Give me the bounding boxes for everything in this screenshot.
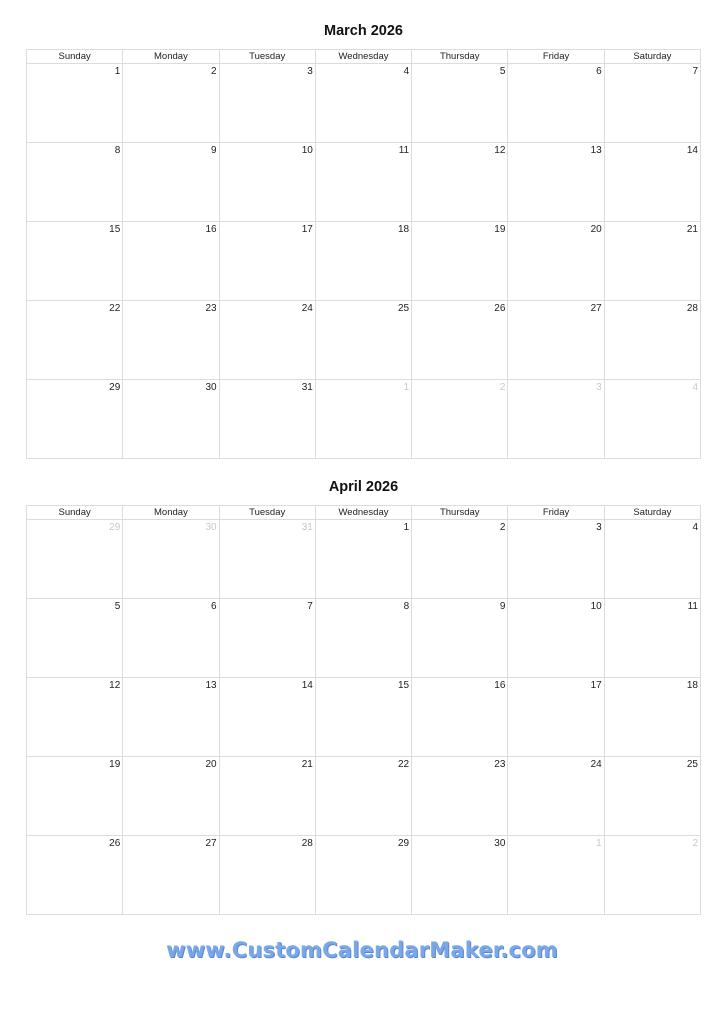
day-cell — [412, 836, 508, 915]
day-cell — [219, 836, 315, 915]
weekday-header: Wednesday — [315, 506, 411, 520]
day-cell — [27, 599, 123, 678]
day-number: 13 — [205, 680, 217, 691]
day-number: 29 — [398, 838, 410, 849]
day-number: 18 — [686, 680, 698, 691]
week-row — [27, 301, 701, 380]
day-number: 2 — [499, 522, 506, 533]
day-number: 30 — [494, 838, 506, 849]
day-cell-adjacent-month — [508, 380, 604, 459]
day-number: 12 — [494, 145, 506, 156]
day-number: 25 — [398, 303, 410, 314]
month-title: April 2026 — [328, 479, 399, 495]
day-number: 9 — [499, 601, 506, 612]
day-number: 3 — [596, 522, 602, 533]
day-cell — [219, 599, 315, 678]
day-cell — [508, 757, 604, 836]
day-cell — [508, 301, 604, 380]
day-number: 5 — [114, 601, 121, 612]
week-row — [27, 836, 701, 915]
day-number: 30 — [205, 522, 217, 533]
day-cell — [27, 757, 123, 836]
day-number: 14 — [301, 680, 313, 691]
day-number: 19 — [109, 759, 121, 770]
week-row — [27, 64, 701, 143]
day-cell — [508, 520, 604, 599]
month-april — [26, 477, 701, 915]
day-number: 1 — [114, 66, 121, 77]
weekday-header: Saturday — [604, 506, 700, 520]
day-cell — [412, 678, 508, 757]
day-number: 18 — [398, 224, 410, 235]
weekday-header: Tuesday — [219, 50, 315, 64]
day-number: 10 — [301, 145, 313, 156]
day-number: 2 — [692, 838, 698, 849]
day-number: 24 — [590, 759, 602, 770]
day-number: 1 — [403, 522, 410, 533]
day-cell — [27, 301, 123, 380]
day-cell — [604, 143, 700, 222]
day-number: 6 — [211, 601, 217, 612]
day-number: 15 — [109, 224, 121, 235]
week-row — [27, 520, 701, 599]
day-cell — [219, 143, 315, 222]
day-number: 22 — [109, 303, 121, 314]
day-cell — [123, 599, 219, 678]
day-number: 30 — [205, 382, 217, 393]
day-cell — [412, 520, 508, 599]
day-cell-adjacent-month — [27, 520, 123, 599]
weekday-header: Sunday — [27, 50, 123, 64]
day-cell — [508, 143, 604, 222]
day-cell — [412, 143, 508, 222]
day-cell-adjacent-month — [604, 836, 700, 915]
day-number: 8 — [114, 145, 121, 156]
day-number: 14 — [686, 145, 698, 156]
week-row — [27, 143, 701, 222]
day-cell — [219, 757, 315, 836]
day-number: 26 — [494, 303, 506, 314]
calendar-grid — [26, 505, 701, 915]
day-number: 27 — [590, 303, 602, 314]
day-number: 23 — [494, 759, 506, 770]
day-cell — [412, 757, 508, 836]
day-number: 8 — [403, 601, 410, 612]
weekday-header: Thursday — [412, 50, 508, 64]
day-cell — [412, 64, 508, 143]
day-number: 31 — [301, 382, 313, 393]
day-cell — [27, 678, 123, 757]
day-number: 17 — [590, 680, 602, 691]
day-cell — [604, 64, 700, 143]
day-number: 4 — [692, 382, 698, 393]
day-cell — [219, 678, 315, 757]
week-row — [27, 222, 701, 301]
week-row — [27, 599, 701, 678]
day-number: 1 — [403, 382, 410, 393]
day-number: 2 — [499, 382, 506, 393]
day-number: 28 — [301, 838, 313, 849]
day-cell — [123, 678, 219, 757]
day-number: 1 — [596, 838, 602, 849]
day-cell — [219, 222, 315, 301]
day-cell — [27, 836, 123, 915]
day-number: 29 — [109, 382, 121, 393]
day-cell — [315, 520, 411, 599]
day-cell — [604, 222, 700, 301]
weekday-header: Friday — [508, 506, 604, 520]
weekday-header: Wednesday — [315, 50, 411, 64]
day-cell — [219, 301, 315, 380]
day-cell — [123, 222, 219, 301]
month-march — [26, 21, 701, 459]
day-cell — [315, 143, 411, 222]
day-cell — [315, 222, 411, 301]
day-cell — [604, 757, 700, 836]
calendar-grid — [26, 49, 701, 459]
footer-website-link[interactable]: www.CustomCalendarMaker.com — [166, 938, 558, 962]
day-cell — [604, 678, 700, 757]
weekday-header: Friday — [508, 50, 604, 64]
day-number: 5 — [499, 66, 506, 77]
day-cell — [604, 599, 700, 678]
day-cell — [27, 380, 123, 459]
day-number: 24 — [301, 303, 313, 314]
weekday-header-row — [27, 50, 701, 64]
day-cell — [604, 520, 700, 599]
day-number: 6 — [596, 66, 602, 77]
day-cell — [123, 143, 219, 222]
day-cell — [604, 301, 700, 380]
day-cell — [315, 678, 411, 757]
day-number: 16 — [494, 680, 506, 691]
day-cell-adjacent-month — [315, 380, 411, 459]
day-cell-adjacent-month — [412, 380, 508, 459]
day-number: 26 — [109, 838, 121, 849]
day-cell — [508, 599, 604, 678]
weekday-header: Tuesday — [219, 506, 315, 520]
weekday-header: Sunday — [27, 506, 123, 520]
day-number: 21 — [686, 224, 698, 235]
day-number: 7 — [692, 66, 698, 77]
day-number: 7 — [307, 601, 313, 612]
month-title: March 2026 — [324, 23, 403, 39]
day-cell-adjacent-month — [508, 836, 604, 915]
weekday-header: Thursday — [412, 506, 508, 520]
day-cell — [123, 757, 219, 836]
day-cell — [123, 301, 219, 380]
day-cell — [27, 64, 123, 143]
day-cell — [219, 380, 315, 459]
day-number: 28 — [686, 303, 698, 314]
day-number: 2 — [211, 66, 217, 77]
day-cell — [412, 599, 508, 678]
weekday-header: Saturday — [604, 50, 700, 64]
day-cell-adjacent-month — [123, 520, 219, 599]
day-number: 17 — [301, 224, 313, 235]
day-number: 10 — [590, 601, 602, 612]
day-number: 20 — [205, 759, 217, 770]
day-cell — [27, 143, 123, 222]
day-number: 23 — [205, 303, 217, 314]
weekday-header: Monday — [123, 50, 219, 64]
day-cell — [219, 64, 315, 143]
day-cell — [412, 222, 508, 301]
day-cell — [315, 836, 411, 915]
day-number: 15 — [398, 680, 410, 691]
day-cell — [27, 222, 123, 301]
day-cell — [315, 599, 411, 678]
week-row — [27, 380, 701, 459]
day-number: 4 — [403, 66, 410, 77]
day-cell — [412, 301, 508, 380]
day-number: 12 — [109, 680, 121, 691]
day-cell — [508, 64, 604, 143]
day-number: 4 — [692, 522, 698, 533]
day-cell — [123, 836, 219, 915]
day-number: 11 — [398, 145, 410, 156]
day-number: 13 — [590, 145, 602, 156]
day-number: 21 — [301, 759, 313, 770]
week-row — [27, 757, 701, 836]
day-number: 31 — [301, 522, 313, 533]
day-cell — [123, 64, 219, 143]
day-number: 11 — [687, 601, 698, 612]
day-number: 3 — [596, 382, 602, 393]
day-cell — [123, 380, 219, 459]
weekday-header: Monday — [123, 506, 219, 520]
day-number: 27 — [205, 838, 217, 849]
day-cell — [508, 678, 604, 757]
day-cell — [315, 301, 411, 380]
day-cell-adjacent-month — [604, 380, 700, 459]
day-cell — [508, 222, 604, 301]
day-number: 22 — [398, 759, 410, 770]
day-number: 29 — [109, 522, 121, 533]
weekday-header-row — [27, 506, 701, 520]
day-number: 16 — [205, 224, 217, 235]
week-row — [27, 678, 701, 757]
day-number: 3 — [307, 66, 313, 77]
day-number: 9 — [211, 145, 217, 156]
day-number: 25 — [686, 759, 698, 770]
day-number: 20 — [590, 224, 602, 235]
day-cell — [315, 757, 411, 836]
day-cell — [315, 64, 411, 143]
day-number: 19 — [494, 224, 506, 235]
day-cell-adjacent-month — [219, 520, 315, 599]
